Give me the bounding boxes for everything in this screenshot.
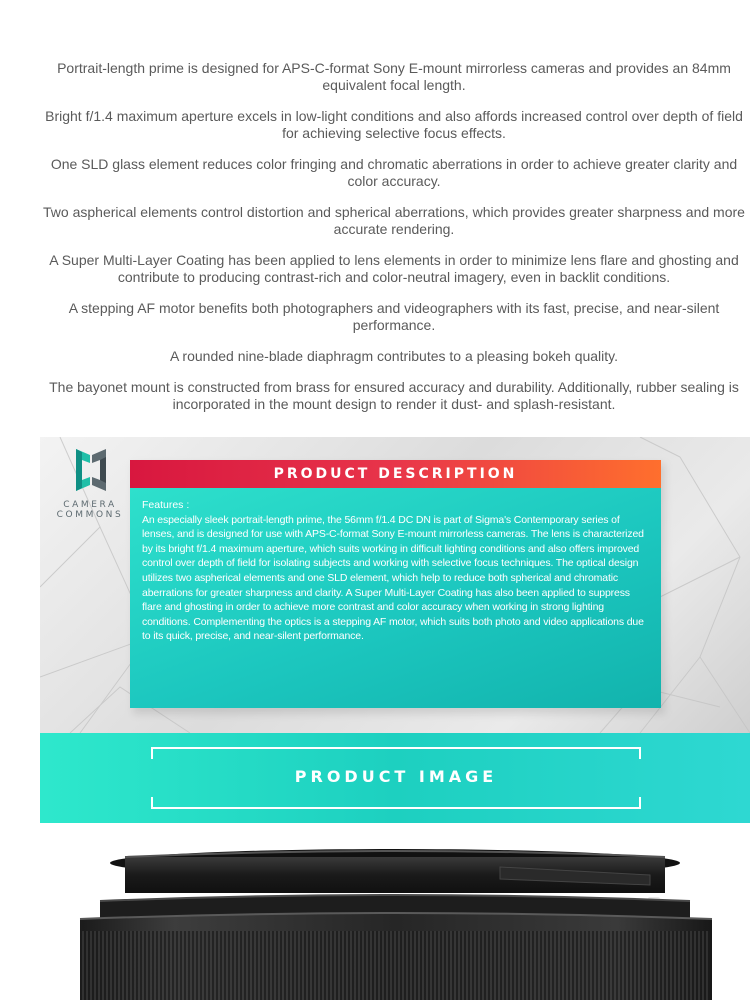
feature-item: A Super Multi-Layer Coating has been applied to lens elements in order to minimize lens flare and ghosting and contribute to producing contrast-rich and color-neutral imagery, even in backlit conditions. (49, 252, 739, 285)
logo-text: CAMERA COMMONS (56, 500, 124, 520)
feature-item: A rounded nine-blade diaphragm contributes to a pleasing bokeh quality. (169, 348, 619, 364)
feature-item: One SLD glass element reduces color fringing and chromatic aberrations in order to achieve greater clarity and color accuracy. (50, 156, 738, 189)
product-description-banner (40, 437, 750, 733)
features-label: Features : (142, 499, 190, 511)
bracket-bottom (151, 797, 641, 809)
feature-item: Bright f/1.4 maximum aperture excels in low-light conditions and also affords increased control over depth of field for achieving selective focus effects. (45, 108, 743, 141)
product-image-heading: PRODUCT IMAGE (294, 767, 498, 786)
lens-product-image (0, 823, 750, 1000)
product-description-heading: PRODUCT DESCRIPTION (130, 460, 661, 488)
features-list (38, 60, 750, 427)
product-image-banner (40, 733, 750, 823)
feature-item: Portrait-length prime is designed for APS-C-format Sony E-mount mirrorless cameras and provides an 84mm equivalent focal length. (57, 60, 731, 93)
feature-item: The bayonet mount is constructed from brass for ensured accuracy and durability. Additionally, rubber sealing is incorporated in the mount design to render it dust- and splash-resistant. (49, 379, 739, 412)
feature-item: Two aspherical elements control distortion and spherical aberrations, which provides greater sharpness and more accurate rendering. (43, 204, 745, 237)
feature-item: A stepping AF motor benefits both photographers and videographers with its fast, precise, and near-silent performance. (68, 300, 720, 333)
camera-commons-logo-mark-icon (62, 447, 118, 493)
bracket-top (151, 747, 641, 759)
product-description-text: An especially sleek portrait-length prime, the 56mm f/1.4 DC DN is part of Sigma's Contemporary series of lenses, and is designed for use with APS-C-format Sony E-mount mirrorless cameras. The lens is characterized by its bright f/1.4 maximum aperture, which suits working in difficult lighting conditions and also offers improved control over depth of field for isolating subjects and working with selective focus techniques. The optical design utilizes two aspherical elements and one SLD element, which help to reduce both spherical and chromatic aberrations for greater sharpness and clarity. A Super Multi-Layer Coating has also been applied to suppress flare and ghosting in order to achieve more contrast and color accuracy when working in strong lighting conditions. Complementing the optics is a stepping AF motor, which suits both photo and video applications due to its quick, precise, and near-silent performance. (142, 513, 644, 643)
product-description-body (130, 488, 661, 708)
